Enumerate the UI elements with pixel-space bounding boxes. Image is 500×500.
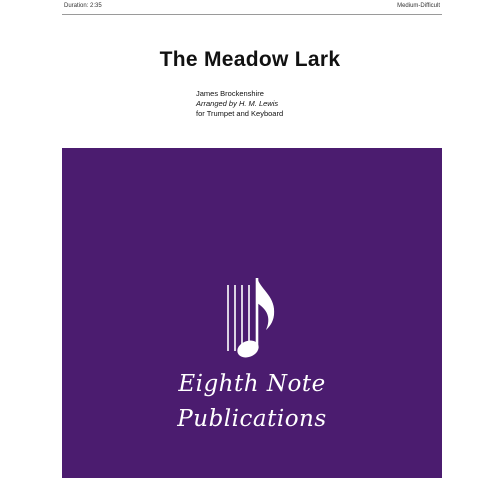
difficulty-label: Medium-Difficult bbox=[397, 3, 440, 9]
publisher-panel bbox=[62, 148, 442, 478]
composer-credit: James Brockenshire bbox=[196, 89, 264, 98]
arranger-credit: Arranged by H. M. Lewis bbox=[196, 99, 279, 108]
cover-meta-row bbox=[62, 4, 442, 15]
instrumentation-credit: for Trumpet and Keyboard bbox=[196, 109, 284, 118]
eighth-note-staff-icon bbox=[222, 275, 282, 367]
credits-block bbox=[196, 89, 356, 119]
publisher-name-line-2: Publications bbox=[177, 406, 327, 432]
duration-label: Duration: 2:35 bbox=[64, 3, 102, 9]
piece-title: The Meadow Lark bbox=[159, 48, 341, 71]
publisher-name-line-1: Eighth Note bbox=[178, 371, 326, 397]
